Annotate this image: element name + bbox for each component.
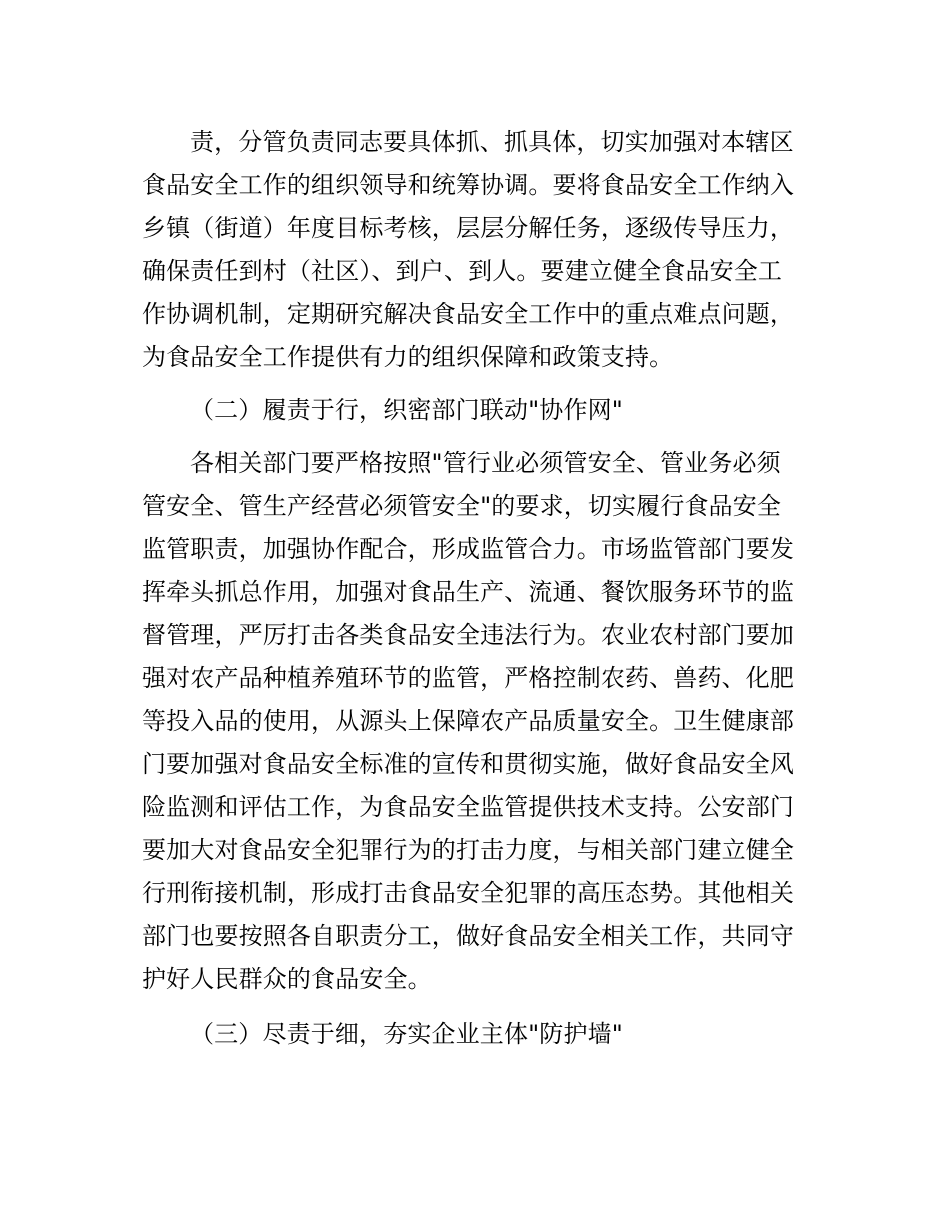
- paragraph-line: 责，分管负责同志要具体抓、抓具体，切实加强对本辖区: [190, 128, 794, 156]
- paragraph-line: 挥牵头抓总作用，加强对食品生产、流通、餐饮服务环节的监: [142, 578, 795, 606]
- paragraph-line: 督管理，严厉打击各类食品安全违法行为。农业农村部门要加: [142, 621, 795, 649]
- paragraph-line: 行刑衔接机制，形成打击食品安全犯罪的高压态势。其他相关: [142, 879, 795, 907]
- paragraph-line: 要加大对食品安全犯罪行为的打击力度，与相关部门建立健全: [142, 836, 795, 864]
- paragraph-line: 食品安全工作的组织领导和统筹协调。要将食品安全工作纳入: [142, 171, 795, 199]
- section-heading: （二）履责于行，织密部门联动"协作网": [190, 396, 623, 424]
- paragraph-line: 各相关部门要严格按照"管行业必须管安全、管业务必须: [190, 449, 781, 477]
- paragraph-line: 为食品安全工作提供有力的组织保障和政策支持。: [142, 343, 674, 371]
- paragraph-line: 作协调机制，定期研究解决食品安全工作中的重点难点问题，: [142, 300, 795, 328]
- paragraph-line: 乡镇（街道）年度目标考核，层层分解任务，逐级传导压力，: [142, 214, 795, 242]
- paragraph-line: 确保责任到村（社区）、到户、到人。要建立健全食品安全工: [142, 257, 783, 285]
- paragraph-line: 护好人民群众的食品安全。: [142, 965, 432, 993]
- paragraph-line: 险监测和评估工作，为食品安全监管提供技术支持。公安部门: [142, 793, 795, 821]
- section-heading: （三）尽责于细，夯实企业主体"防护墙": [190, 1020, 623, 1048]
- paragraph-line: 门要加强对食品安全标准的宣传和贯彻实施，做好食品安全风: [142, 750, 795, 778]
- paragraph-line: 等投入品的使用，从源头上保障农产品质量安全。卫生健康部: [142, 707, 795, 735]
- paragraph-line: 部门也要按照各自职责分工，做好食品安全相关工作，共同守: [142, 922, 795, 950]
- paragraph-line: 管安全、管生产经营必须管安全"的要求，切实履行食品安全: [142, 492, 782, 520]
- paragraph-line: 强对农产品种植养殖环节的监管，严格控制农药、兽药、化肥: [142, 664, 795, 692]
- paragraph-line: 监管职责，加强协作配合，形成监管合力。市场监管部门要发: [142, 535, 795, 563]
